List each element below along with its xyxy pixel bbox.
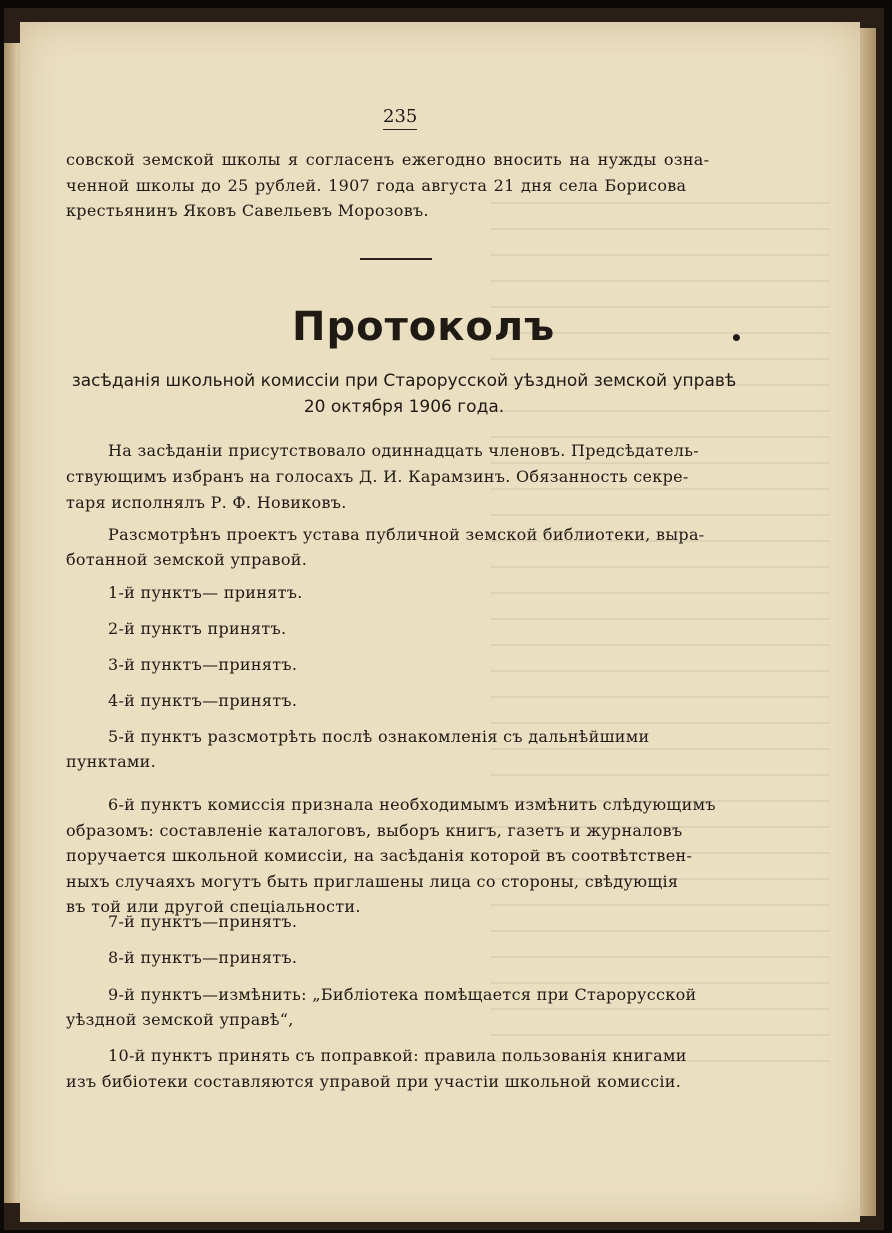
item-9-line-1: 9-й пунктъ—измѣнить: „Библіотека помѣщается при Старорусской <box>108 985 697 1004</box>
intro-line-1: совской земской школы я согласенъ ежегодно вносить на нужды озна- <box>66 150 710 169</box>
body-line-1: На засѣданіи присутствовало одиннадцать членовъ. Предсѣдатель- <box>108 441 699 460</box>
intro-line-2: ченной школы до 25 рублей. 1907 года августа 21 дня села Борисова <box>66 176 687 195</box>
body-line-5: ботанной земской управой. <box>66 550 308 569</box>
title-mark: • <box>730 326 743 350</box>
item-9-line-2: уѣздной земской управѣ“, <box>66 1010 294 1029</box>
item-3: 3-й пунктъ—принятъ. <box>108 655 298 674</box>
item-10-line-2: изъ бибіотеки составляются управой при участіи школьной комиссіи. <box>66 1072 682 1091</box>
item-1: 1-й пунктъ— принятъ. <box>108 583 303 602</box>
section-divider <box>360 258 432 260</box>
item-6-line-2: образомъ: составленіе каталоговъ, выборъ книгъ, газетъ и журналовъ <box>66 821 683 840</box>
body-line-4: Разсмотрѣнъ проектъ устава публичной земской библиотеки, выра- <box>108 525 705 544</box>
item-6-line-4: ныхъ случаяхъ могутъ быть приглашены лица со стороны, свѣдующія <box>66 872 679 891</box>
item-8: 8-й пунктъ—принятъ. <box>108 948 298 967</box>
body-line-2: ствующимъ избранъ на голосахъ Д. И. Карамзинъ. Обязанность секре- <box>66 467 689 486</box>
page-number: 235 <box>383 106 417 130</box>
subtitle-line-2: 20 октября 1906 года. <box>303 397 505 417</box>
item-4: 4-й пунктъ—принятъ. <box>108 691 298 710</box>
item-2: 2-й пунктъ принятъ. <box>108 619 287 638</box>
item-5-line-1: 5-й пунктъ разсмотрѣть послѣ ознакомленія съ дальнѣйшими <box>108 727 650 746</box>
subtitle-line-1: засѣданія школьной комиссіи при Старорусской уѣздной земской управѣ <box>71 371 737 391</box>
body-line-3: таря исполнялъ Р. Ф. Новиковъ. <box>66 493 347 512</box>
protocol-title: Протоколъ <box>292 304 556 350</box>
item-6-line-3: поручается школьной комиссіи, на засѣданія которой въ соотвѣтствен- <box>66 846 693 865</box>
item-6-line-1: 6-й пунктъ комиссія признала необходимымъ измѣнить слѣдующимъ <box>108 795 716 814</box>
intro-line-3: крестьянинъ Яковъ Савельевъ Морозовъ. <box>66 201 429 220</box>
item-5-line-2: пунктами. <box>66 752 157 771</box>
item-7: 7-й пунктъ—принятъ. <box>108 912 298 931</box>
right-page-edge <box>860 28 876 1216</box>
item-6-line-5: въ той или другой спеціальности. <box>66 897 361 916</box>
item-10-line-1: 10-й пунктъ принять съ поправкой: правила пользованія книгами <box>108 1046 687 1065</box>
